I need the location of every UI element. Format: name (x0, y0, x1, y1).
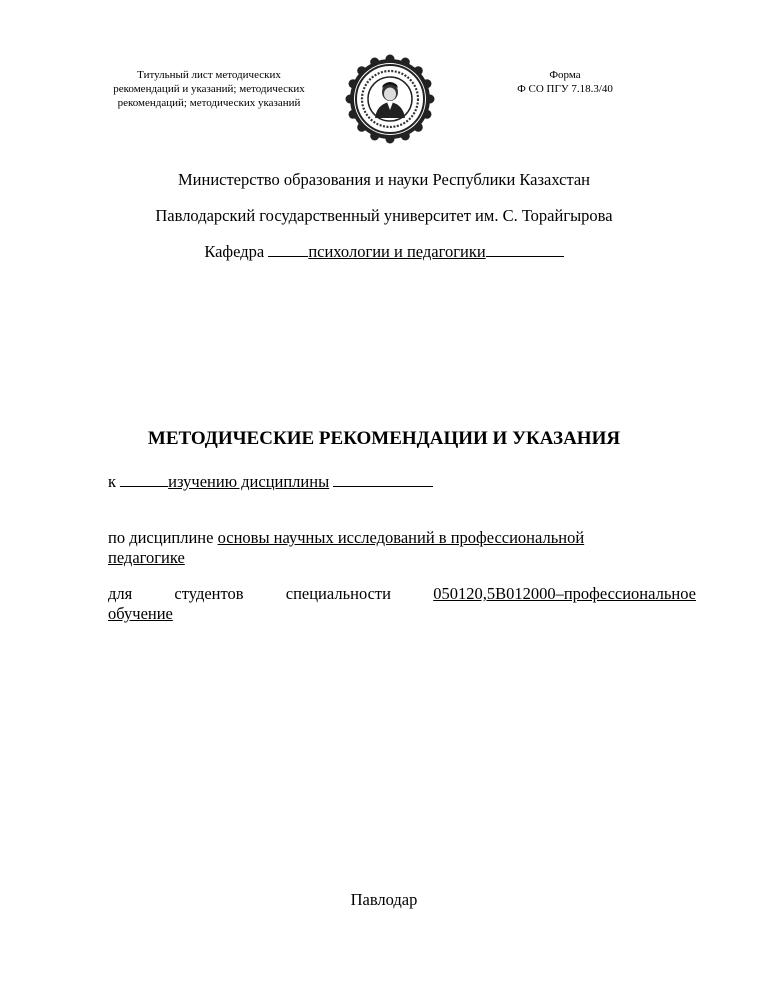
form-code (500, 68, 630, 96)
form-description-line: рекомендаций; методических указаний (117, 97, 301, 109)
underline-blank (268, 242, 308, 257)
discipline-line-2 (108, 548, 185, 568)
specialty-value-cont: обучение (108, 604, 173, 623)
form-label: Форма (549, 69, 581, 81)
purpose-line (108, 472, 433, 492)
form-number: Ф СО ПГУ 7.18.3/40 (517, 83, 613, 95)
ministry-name: Министерство образования и науки Республики Казахстан (177, 170, 591, 189)
specialty-line-2 (108, 604, 173, 624)
discipline-line (108, 528, 584, 548)
purpose-prefix: к (108, 472, 117, 491)
underline-blank (486, 242, 564, 257)
department-value: психологии и педагогики (308, 242, 486, 261)
city-name: Павлодар (350, 890, 418, 909)
university-name: Павлодарский государственный университет им. С. Торайгырова (155, 206, 613, 225)
underline-blank (333, 472, 433, 487)
form-description-line: рекомендаций и указаний; методических (113, 83, 305, 95)
underline-blank (120, 472, 168, 487)
specialty-code: 050120,5В012000–профессиональное (433, 584, 696, 603)
form-description (84, 68, 334, 110)
specialty-line (108, 584, 696, 604)
form-description-line: Титульный лист методических (137, 69, 281, 81)
discipline-value-cont: педагогике (108, 548, 185, 567)
department-label: Кафедра (204, 242, 265, 261)
specialty-word: для (108, 584, 133, 603)
document-title: МЕТОДИЧЕСКИЕ РЕКОМЕНДАЦИИ И УКАЗАНИЯ (147, 428, 621, 449)
university-seal-icon (345, 54, 435, 144)
purpose-value: изучению дисциплины (168, 472, 330, 491)
specialty-word: студентов (174, 584, 244, 603)
discipline-label: по дисциплине (108, 528, 214, 547)
department-line (0, 242, 768, 262)
discipline-value: основы научных исследований в профессиональной (217, 528, 585, 547)
specialty-word: специальности (285, 584, 391, 603)
